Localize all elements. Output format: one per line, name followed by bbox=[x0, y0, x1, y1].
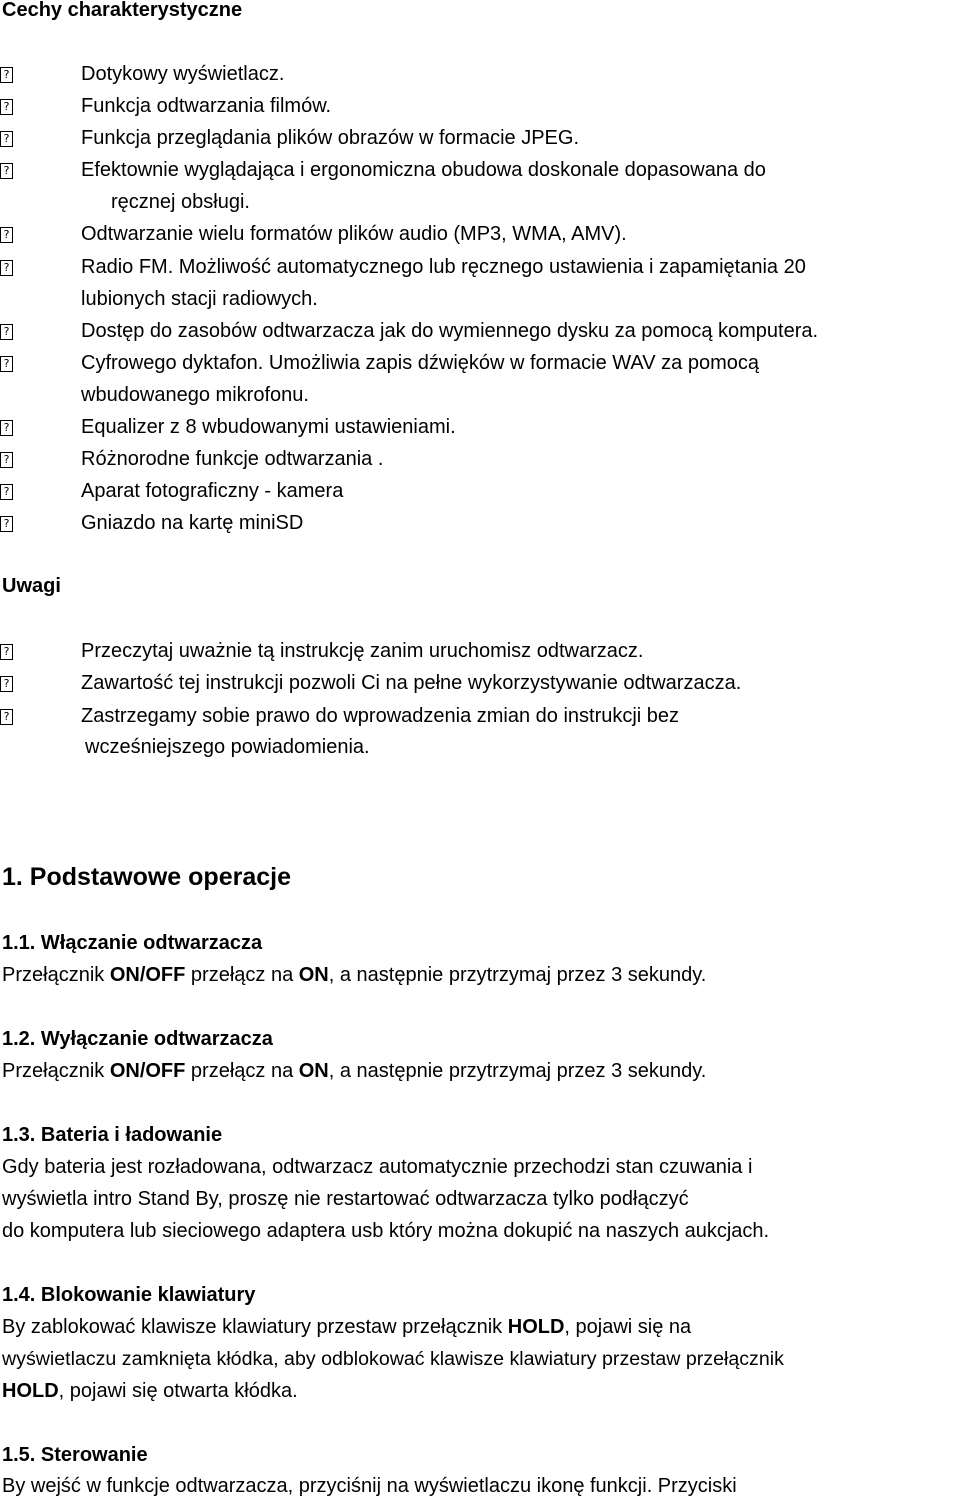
bullet-icon: ? bbox=[0, 644, 13, 660]
list-item: Odtwarzanie wielu formatów plików audio (MP3, WMA, AMV). bbox=[81, 223, 627, 245]
section-title: 1. Podstawowe operacje bbox=[2, 863, 291, 891]
bullet-icon: ? bbox=[0, 324, 13, 340]
notes-heading: Uwagi bbox=[2, 575, 61, 597]
list-item: Cyfrowego dyktafon. Umożliwia zapis dźwięków w formacie WAV za pomocą bbox=[81, 352, 760, 374]
paragraph-line: wyświetlaczu zamknięta kłódka, aby odblokować klawisze klawiatury przestaw przełącznik bbox=[2, 1348, 784, 1370]
list-item: Equalizer z 8 wbudowanymi ustawieniami. bbox=[81, 416, 456, 438]
subsection-title: 1.5. Sterowanie bbox=[2, 1444, 148, 1466]
bold-text: HOLD bbox=[507, 1316, 565, 1338]
list-item-continuation: ręcznej obsługi. bbox=[111, 191, 250, 213]
paragraph-line: wyświetla intro Stand By, proszę nie restartować odtwarzacza tylko podłączyć bbox=[2, 1188, 689, 1210]
bullet-icon: ? bbox=[0, 227, 13, 243]
paragraph-line: By wejść w funkcje odtwarzacza, przyciśnij na wyświetlaczu ikonę funkcji. Przyciski bbox=[2, 1475, 737, 1497]
bold-text: HOLD bbox=[2, 1380, 59, 1402]
bullet-icon: ? bbox=[0, 516, 13, 532]
list-item-continuation: wcześniejszego powiadomienia. bbox=[85, 736, 370, 758]
paragraph bbox=[2, 963, 706, 987]
list-item: Efektownie wyglądająca i ergonomiczna obudowa doskonale dopasowana do bbox=[81, 159, 766, 181]
list-item: Zawartość tej instrukcji pozwoli Ci na pełne wykorzystywanie odtwarzacza. bbox=[81, 672, 742, 694]
bullet-icon: ? bbox=[0, 484, 13, 500]
list-item-continuation: lubionych stacji radiowych. bbox=[81, 288, 318, 310]
bold-text: ON bbox=[298, 964, 329, 986]
list-item: Funkcja odtwarzania filmów. bbox=[81, 95, 332, 117]
bullet-icon: ? bbox=[0, 452, 13, 468]
subsection-title: 1.1. Włączanie odtwarzacza bbox=[2, 932, 263, 954]
text: przełącz na bbox=[185, 1060, 299, 1082]
bullet-icon: ? bbox=[0, 676, 13, 692]
list-item: Gniazdo na kartę miniSD bbox=[81, 512, 304, 534]
list-item-continuation: wbudowanego mikrofonu. bbox=[81, 384, 309, 406]
text: , pojawi się otwarta kłódka. bbox=[58, 1380, 298, 1402]
paragraph-line bbox=[2, 1379, 298, 1403]
text: , a następnie przytrzymaj przez 3 sekundy. bbox=[328, 964, 707, 986]
list-item: Zastrzegamy sobie prawo do wprowadzenia zmian do instrukcji bez bbox=[81, 705, 680, 727]
subsection-title: 1.2. Wyłączanie odtwarzacza bbox=[2, 1028, 273, 1050]
bullet-icon: ? bbox=[0, 67, 13, 83]
text: Przełącznik bbox=[2, 1060, 110, 1082]
subsection-title: 1.4. Blokowanie klawiatury bbox=[2, 1284, 256, 1306]
bold-text: ON/OFF bbox=[109, 1060, 186, 1082]
features-heading: Cechy charakterystyczne bbox=[2, 0, 243, 21]
list-item: Radio FM. Możliwość automatycznego lub ręcznego ustawienia i zapamiętania 20 bbox=[81, 256, 806, 278]
bold-text: ON bbox=[298, 1060, 329, 1082]
text: Przełącznik bbox=[2, 964, 110, 986]
paragraph bbox=[2, 1059, 706, 1083]
bullet-icon: ? bbox=[0, 163, 13, 179]
subsection-title: 1.3. Bateria i ładowanie bbox=[2, 1124, 223, 1146]
list-item: Aparat fotograficzny - kamera bbox=[81, 480, 344, 502]
list-item: Różnorodne funkcje odtwarzania . bbox=[81, 448, 384, 470]
bullet-icon: ? bbox=[0, 356, 13, 372]
bullet-icon: ? bbox=[0, 131, 13, 147]
bullet-icon: ? bbox=[0, 420, 13, 436]
list-item: Funkcja przeglądania plików obrazów w formacie JPEG. bbox=[81, 127, 579, 149]
list-item: Dostęp do zasobów odtwarzacza jak do wymiennego dysku za pomocą komputera. bbox=[81, 320, 819, 342]
bullet-icon: ? bbox=[0, 709, 13, 725]
text: By zablokować klawisze klawiatury przestaw przełącznik bbox=[2, 1316, 508, 1338]
bold-text: ON/OFF bbox=[109, 964, 186, 986]
text: , pojawi się na bbox=[564, 1316, 692, 1338]
text: , a następnie przytrzymaj przez 3 sekundy. bbox=[328, 1060, 707, 1082]
paragraph-line: Gdy bateria jest rozładowana, odtwarzacz automatycznie przechodzi stan czuwania i bbox=[2, 1156, 753, 1178]
bullet-icon: ? bbox=[0, 260, 13, 276]
text: przełącz na bbox=[185, 964, 299, 986]
paragraph-line: do komputera lub sieciowego adaptera usb który można dokupić na naszych aukcjach. bbox=[2, 1220, 770, 1242]
paragraph-line bbox=[2, 1315, 691, 1339]
list-item: Dotykowy wyświetlacz. bbox=[81, 63, 285, 85]
bullet-icon: ? bbox=[0, 99, 13, 115]
list-item: Przeczytaj uważnie tą instrukcję zanim uruchomisz odtwarzacz. bbox=[81, 640, 644, 662]
